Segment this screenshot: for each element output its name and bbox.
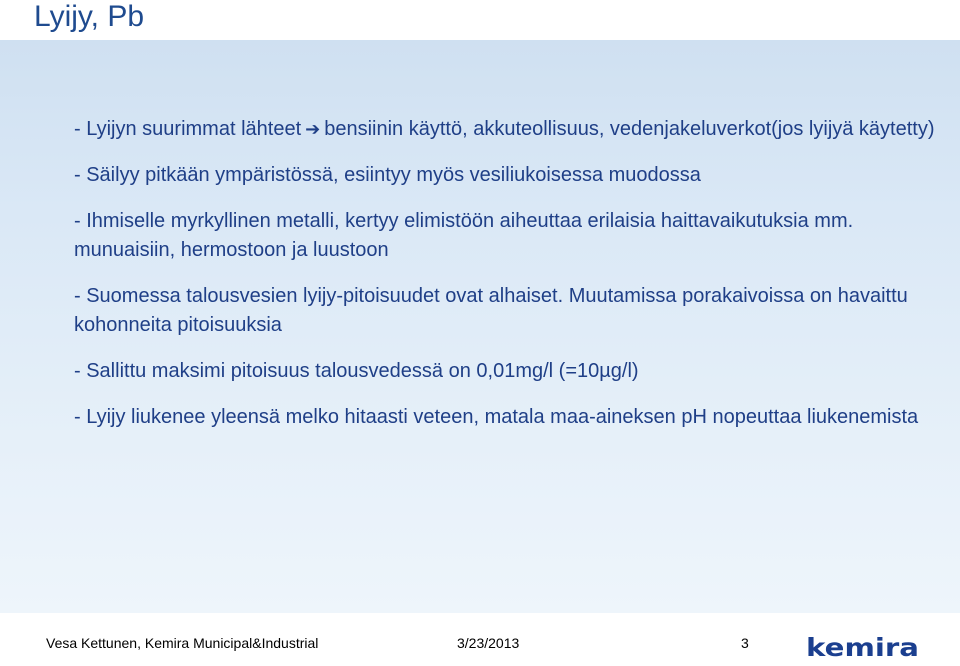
bullet-item-allowed-maximum: - Sallittu maksimi pitoisuus talousvedessä on 0,01mg/l (=10µg/l) [74,360,639,382]
bullet-text-lead-sources: - Lyijyn suurimmat lähteet [74,118,302,140]
bullet-item-finland-levels: - Suomessa talousvesien lyijy-pitoisuudet ovat alhaiset. Muutamissa porakaivoissa on havaittu kohonneita pitoisuuksia [74,285,908,336]
kemira-logo [806,634,921,660]
footer-author: Vesa Kettunen, Kemira Municipal&Industrial [46,635,319,651]
bullet-item-lead-sources [74,115,944,144]
footer-page-number: 3 [741,635,749,651]
kemira-logo-text: kemira [806,634,919,660]
bullet-item-persistence: - Säilyy pitkään ympäristössä, esiintyy myös vesiliukoisessa muodossa [74,164,701,186]
bullet-item-dissolution: - Lyijy liukenee yleensä melko hitaasti veteen, matala maa-aineksen pH nopeuttaa liukenemista [74,406,919,428]
bullet-text-lead-sources-detail: bensiinin käyttö, akkuteollisuus, vedenjakeluverkot(jos lyijyä käytetty) [324,118,935,140]
slide-title: Lyijy, Pb [34,0,145,33]
footer-date: 3/23/2013 [457,635,520,651]
bullet-item-toxicity: - Ihmiselle myrkyllinen metalli, kertyy elimistöön aiheuttaa erilaisia haittavaikutuksia mm. munuaisiin, hermostoon ja luustoon [74,210,854,261]
arrow-right-icon: ➔ [305,119,321,140]
bullet-list [74,115,944,449]
